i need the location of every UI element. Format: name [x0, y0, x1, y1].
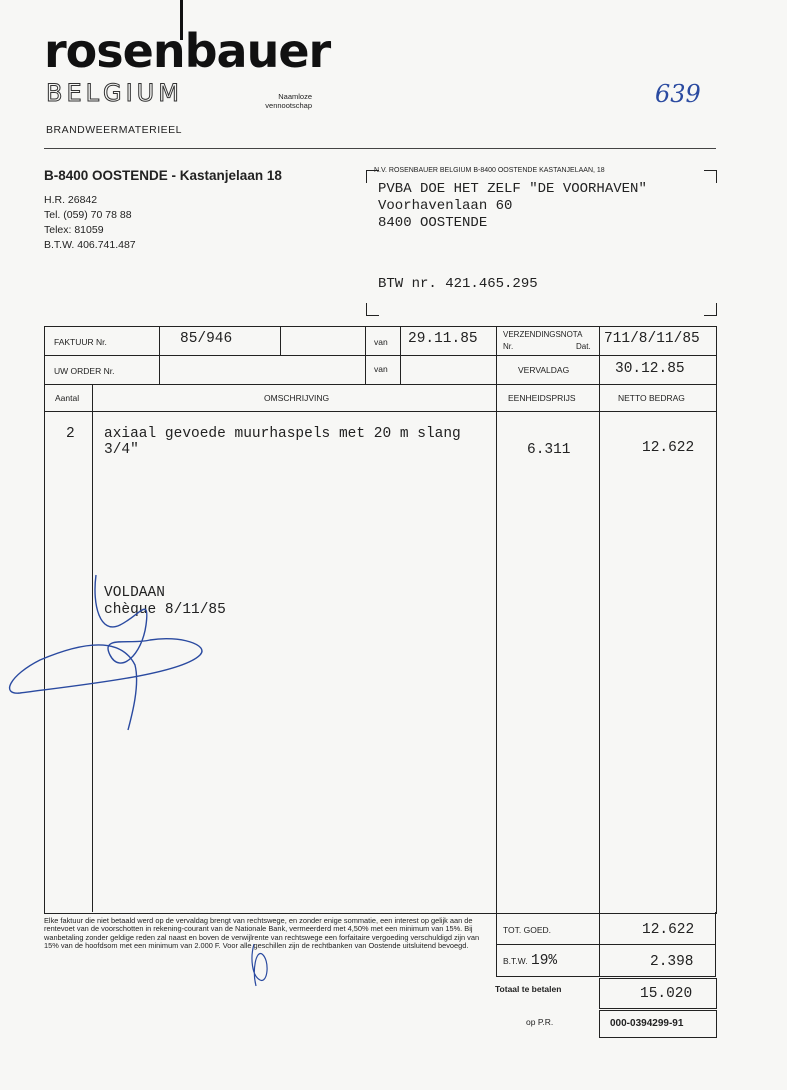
recipient-street: Voorhavenlaan 60	[378, 198, 513, 214]
company-logo: rosenbauer	[44, 24, 331, 78]
vervaldag-label: VERVALDAG	[518, 365, 570, 375]
row-divider	[496, 976, 716, 977]
van2-label: van	[374, 364, 388, 374]
van-label: van	[374, 337, 388, 347]
recipient-btw: BTW nr. 421.465.295	[378, 276, 538, 292]
row-divider	[44, 355, 716, 356]
item-net-amount: 12.622	[642, 440, 695, 456]
signature	[0, 565, 240, 745]
payment-terms: Elke faktuur die niet betaald werd op de vervaldag brengt van rechtswege, en zonder enige sommatie, een interest op gelijk aan de rentevoet van de voorschotten in rekening-courant van de Nationale Bank, vermeerderd met 4,50% met een minimum van 15%. Bij wanbetaling zonder geldige reden zal naast en boven de verwijlrente van rechtswege een forfaitaire vergoeding verschuldigd zijn van 15% van de hoofdsom met een minimum van 2.000 F. Voor alle geschillen zijn de rechtbanken van Oostende uitsluitend bevoegd.	[44, 916, 480, 950]
row-divider	[496, 944, 716, 945]
window-corner-br	[704, 303, 717, 316]
col-divider	[599, 326, 600, 912]
btw-label: B.T.W.	[503, 956, 528, 966]
window-corner-tr	[704, 170, 717, 183]
sender-telex: Telex: 81059	[44, 224, 104, 236]
return-address: N.V. ROSENBAUER BELGIUM B-8400 OOSTENDE KASTANJELAAN, 18	[374, 167, 605, 174]
btw-rate: 19%	[531, 953, 558, 969]
faktuur-number: 85/946	[180, 331, 233, 347]
recipient-name: PVBA DOE HET ZELF "DE VOORHAVEN"	[378, 181, 647, 197]
logo-country: BELGIUM	[46, 79, 183, 107]
tagline: BRANDWEERMATERIEEL	[46, 124, 182, 136]
col-divider	[159, 326, 160, 384]
verzending-label: VERZENDINGSNOTA	[503, 330, 583, 339]
row-divider	[44, 384, 716, 385]
col-eenheidsprijs: EENHEIDSPRIJS	[508, 393, 576, 403]
tot-goed-label: TOT. GOED.	[503, 925, 552, 935]
total-value: 15.020	[640, 986, 693, 1002]
faktuur-date: 29.11.85	[408, 331, 478, 347]
vervaldag-date: 30.12.85	[615, 361, 685, 377]
row-divider	[44, 411, 716, 412]
sender-hr: H.R. 26842	[44, 194, 98, 206]
op-pr-label: op P.R.	[526, 1017, 554, 1027]
verzending-dat-label: Dat.	[576, 342, 591, 351]
sender-btw: B.T.W. 406.741.487	[44, 239, 136, 251]
paid-note: VOLDAAN	[104, 585, 165, 601]
total-label: Totaal te betalen	[495, 984, 562, 994]
window-corner-bl	[366, 303, 379, 316]
handwritten-number: 639	[655, 80, 701, 108]
item-unit-price: 6.311	[527, 442, 571, 458]
faktuur-label: FAKTUUR Nr.	[54, 337, 107, 347]
uw-order-label: UW ORDER Nr.	[54, 366, 115, 376]
btw-value: 2.398	[650, 954, 694, 970]
col-omschrijving: OMSCHRIJVING	[264, 393, 330, 403]
col-divider	[400, 326, 401, 384]
verzending-nr-label: Nr.	[503, 342, 514, 351]
account-number: 000-0394299-91	[610, 1018, 684, 1029]
col-divider	[280, 326, 281, 355]
item-desc-size: 3/4"	[104, 442, 139, 458]
tot-goed-value: 12.622	[642, 922, 695, 938]
sender-heading: B-8400 OOSTENDE - Kastanjelaan 18	[44, 168, 282, 183]
company-type: Naamloze vennootschap	[265, 92, 312, 110]
header-divider	[44, 148, 716, 149]
col-netto: NETTO BEDRAG	[618, 393, 685, 403]
recipient-city: 8400 OOSTENDE	[378, 215, 488, 231]
item-qty: 2	[66, 426, 75, 442]
sender-tel: Tel. (059) 70 78 88	[44, 209, 132, 221]
verzending-value: 711/8/11/85	[604, 331, 700, 347]
item-desc: axiaal gevoede muurhaspels met 20 m slang	[104, 426, 461, 442]
col-divider	[496, 326, 497, 912]
col-divider	[365, 326, 366, 384]
col-aantal: Aantal	[55, 393, 80, 403]
paid-cheque: chèque 8/11/85	[104, 602, 226, 618]
